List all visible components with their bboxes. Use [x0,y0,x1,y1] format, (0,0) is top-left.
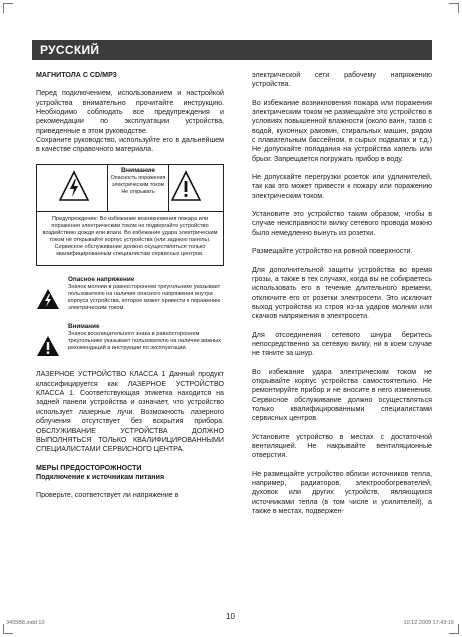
symbol-text: Значок молнии в равностороннем треугольнике указывает пользователю на наличие опасного напряжения внутри корпуса устройства, которое может привести к поражению электрическим током. [68,283,221,312]
body-paragraph: Для отсоединения сетевого шнура беритесь непосредственно за сетевую вилку, ни в коем случае не тяните за шнур. [252,330,432,358]
crop-mark [449,3,459,13]
lightning-triangle-icon [59,170,89,202]
lightning-triangle-icon [36,288,60,310]
body-paragraph: электрической сети рабочему напряжению устройства. [252,71,432,89]
warning-box-header [37,165,223,212]
warning-title: Внимание [121,166,155,174]
keep-manual-paragraph: Сохраните руководство, используйте его в дальнейшем в качестве справочного материала. [36,136,224,154]
symbol-explanation [36,276,224,313]
warning-subtitle: Опасность поражения электрическим током Не открывать [110,174,166,195]
warning-body: Предупреждение: Во избежание возникновения пожара или поражения электрическим током не подвергайте устройство воздействию дождя или влаги. Во избежание удара электрическим током не открывайте корпус устройства (или заднюю панель). Сервисное обслуживание должно осуществляться только квалифицированным специалистам сервисных центров. [42,215,218,258]
power-subheading: Подключение к источникам питания [36,472,165,481]
symbol-explanation [36,323,224,360]
language-header: РУССКИЙ [32,40,432,60]
page-number: 10 [226,612,235,621]
left-column [36,71,224,510]
warning-box [36,164,224,266]
precautions-heading: МЕРЫ ПРЕДОСТОРОЖНОСТИ [36,463,142,472]
warning-caption [107,165,169,211]
exclamation-triangle-icon [36,335,60,357]
body-paragraph: Установите это устройство таким образом, чтобы в случае неисправности вилку сетевого провода можно было немедленно вынуть из розетки. [252,210,432,237]
body-paragraph: Во избежание удара электрическим током не открывайте корпус устройства самостоятельно. Не ремонтируйте прибор и не вносите в него изменения. Сервисное обслуживание должно осуществляться только квалифицированными специалистами сервисных центров. [252,367,432,423]
file-footer: 3455B8.indd 10 [6,620,45,626]
body-paragraph: Размещайте устройство на ровной поверхности. [252,247,413,256]
symbol-title: Внимание [68,323,100,331]
crop-mark [3,3,13,13]
body-paragraph: Во избежание возникновения пожара или поражения электрическим током не размещайте это устройство в условиях повышенной влажности (около ванн, тазов с водой, кухонных раковин, стиральных машин, рядом с плавательным бассейном, в сырых подвалах и т.д.) Не допускайте попадания на устройства капель или брызг. Запрещается погружать прибор в воду. [252,98,432,163]
laser-paragraph: ЛАЗЕРНОЕ УСТРОЙСТВО КЛАССА 1 Данный продукт классифицируется как ЛАЗЕРНОЕ УСТРОЙСТВО КЛАССА 1. Соответствующая этикетка находится на задней панели устройства и означает, что устройство использует лазерные лучи. Возможность лазерного облучения отсутствует без вскрытия прибора. ОБСЛУЖИВАНИЕ УСТРОЙСТВА ДОЛЖНО ВЫПОЛНЯТЬСЯ ТОЛЬКО КВАЛИФИЦИРОВАННЫМИ СПЕЦИАЛИСТАМИ СЕРВИСНОГО ЦЕНТРА. [36,370,224,454]
power-paragraph: Проверьте, соответствует ли напряжение в [36,491,179,500]
product-heading: МАГНИТОЛА С CD/MP3 [36,71,117,79]
exclamation-triangle-icon [171,170,201,202]
body-paragraph: Не размещайте устройство вблизи источников тепла, например, радиаторов, электрообогревателей, духовок или других устройств, являющихся источниками тепла (в том числе и усилителей), а также в местах, подвержен- [252,469,432,516]
timestamp-footer: 10.12.2009 17:43:16 [403,620,454,626]
symbol-title: Опасное напряжение [68,275,135,283]
body-paragraph: Установите устройство в местах с достаточной вентиляцией. Не накрывайте вентиляционные отверстия. [252,432,432,460]
body-paragraph: Не допускайте перегрузки розеток или удлинителей, так как это может привести к пожару или поражению электрическим током. [252,173,432,200]
right-column [252,71,432,525]
symbol-text: Значок восклицательного знака в равностороннем треугольнике указывает пользователю на наличие важных рекомендаций в инструкции по эксплуатации. [68,331,221,352]
intro-paragraph: Перед подключением, использованием и настройкой устройства внимательно прочитайте инструкцию. Необходимо соблюдать все предупреждения и рекомендации по эксплуатации устройства, приведенные в этом руководстве. [36,89,224,135]
body-paragraph: Для дополнительной защиты устройства во время грозы, а также в тех случаях, когда вы не собираетесь использовать его в течение длительного времени, отключите его от розетки электросети. Это исключит выход устройства из строя из-за ударов молнии или скачков напряжения в электросети. [252,265,432,321]
